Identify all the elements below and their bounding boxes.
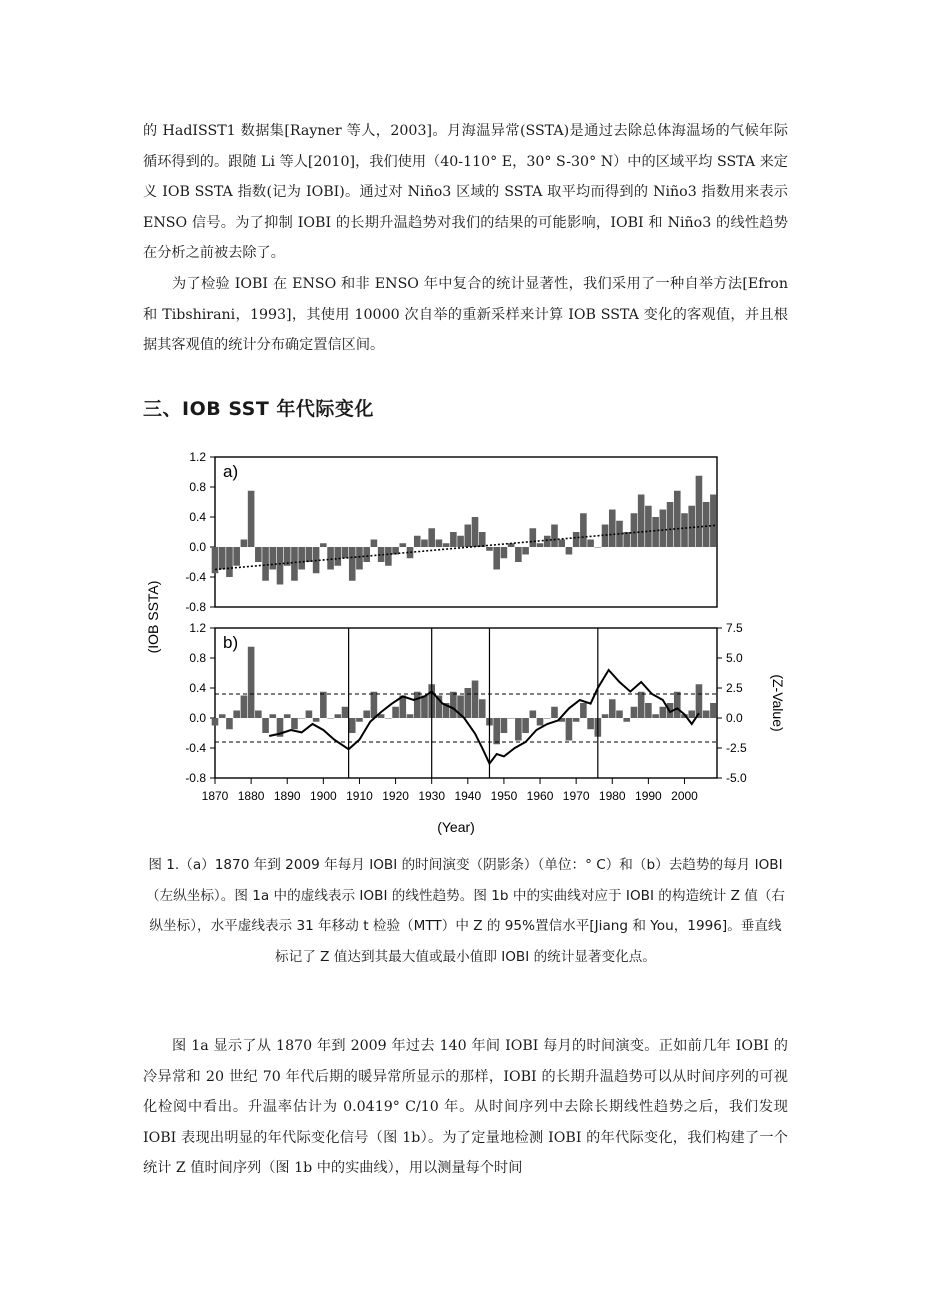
bar xyxy=(544,718,551,719)
bar xyxy=(371,540,378,548)
bar xyxy=(515,547,522,562)
bar xyxy=(479,532,486,547)
bar xyxy=(342,547,349,558)
body-paragraph-2: 为了检验 IOBI 在 ENSO 和非 ENSO 年中复合的统计显著性，我们采用了一种自举方法[Efron 和 Tibshirani，1993]，其使用 10000 次自举的重新采样来计算 IOB SSTA 变化的客观值，并且根据其客观值的统计分布确定置信区间。 xyxy=(143,276,788,354)
bar xyxy=(631,707,638,718)
bar xyxy=(558,540,565,548)
bar xyxy=(450,532,457,547)
bar xyxy=(616,711,623,719)
y2-tick-label: 7.5 xyxy=(726,621,743,635)
bar xyxy=(530,528,537,547)
bar xyxy=(457,536,464,547)
bar xyxy=(703,502,710,547)
bar xyxy=(472,517,479,547)
bar xyxy=(501,547,508,558)
bar xyxy=(233,711,240,719)
bar xyxy=(522,547,529,555)
bar xyxy=(284,714,291,718)
bar xyxy=(262,718,269,733)
x-tick-label: 1890 xyxy=(273,789,301,803)
x-tick-label: 1870 xyxy=(201,789,229,803)
bar xyxy=(241,696,248,719)
bar xyxy=(313,718,320,722)
bar xyxy=(472,681,479,719)
bar xyxy=(566,718,573,741)
bar xyxy=(334,714,341,718)
body-paragraph-1: 的 HadISST1 数据集[Rayner 等人，2003]。月海温异常(SSTA)是通过去除总体海温场的气候年际循环得到的。跟随 Li 等人[2010]，我们使用（40-110° E，30° S-30° N）中的区域平均 SSTA 来定义 IOB SSTA 指数(记为 IOBI)。通过对 Niño3 区域的 SSTA 取平均而得到的 Niño3 指数用来表示 ENSO 信号。为了抑制 IOBI 的长期升温趋势对我们的结果的可能影响，IOBI 和 Niño3 的线性趋势在分析之前被去除了。 xyxy=(143,123,788,262)
bar xyxy=(479,699,486,718)
x-tick-label: 1980 xyxy=(598,789,626,803)
bar xyxy=(595,547,602,548)
bar xyxy=(530,711,537,719)
x-tick-label: 1910 xyxy=(346,789,373,803)
y-tick-label: -0.8 xyxy=(185,771,206,785)
bar xyxy=(551,525,558,548)
bar xyxy=(436,540,443,548)
y-tick-label: 0.8 xyxy=(189,480,206,494)
bar xyxy=(573,532,580,547)
bar xyxy=(363,547,370,562)
bar xyxy=(609,510,616,548)
y2-tick-label: 5.0 xyxy=(726,651,743,665)
y-axis-label: (IOB SSTA) xyxy=(145,580,161,654)
y-tick-label: 0.4 xyxy=(189,510,206,524)
y-tick-label: 0.8 xyxy=(189,651,206,665)
bar xyxy=(537,543,544,547)
section-heading: 三、IOB SST 年代际变化 xyxy=(143,398,374,420)
y-tick-label: 0.0 xyxy=(189,711,206,725)
panel-b-label: b) xyxy=(223,633,239,652)
bar xyxy=(385,547,392,566)
y2-axis-label: (Z-Value) xyxy=(770,674,786,732)
bar xyxy=(269,547,276,570)
bar xyxy=(623,532,630,547)
y-tick-label: 0.4 xyxy=(189,681,206,695)
bar xyxy=(342,707,349,718)
bar xyxy=(573,718,580,722)
bar xyxy=(385,718,392,719)
x-tick-label: 2000 xyxy=(671,789,698,803)
bar xyxy=(327,547,334,570)
bar xyxy=(660,510,667,548)
bar xyxy=(421,696,428,719)
x-tick-label: 1960 xyxy=(526,789,554,803)
bar xyxy=(320,543,327,547)
bar xyxy=(226,718,233,729)
bar xyxy=(226,547,233,577)
bar xyxy=(262,547,269,581)
x-tick-label: 1880 xyxy=(237,789,265,803)
x-tick-label: 1940 xyxy=(454,789,482,803)
bar xyxy=(667,502,674,547)
bar xyxy=(645,703,652,718)
bar xyxy=(233,547,240,566)
y-tick-label: 0.0 xyxy=(189,540,206,554)
y2-tick-label: -5.0 xyxy=(726,771,747,785)
bar xyxy=(320,692,327,718)
bar xyxy=(356,718,363,722)
bar xyxy=(450,692,457,718)
bar xyxy=(248,647,255,718)
bar xyxy=(501,718,508,733)
bar xyxy=(493,547,500,570)
y-tick-label: 1.2 xyxy=(189,450,206,464)
bar xyxy=(241,540,248,548)
x-tick-label: 1990 xyxy=(635,789,662,803)
bar xyxy=(327,718,334,719)
bar xyxy=(443,543,450,547)
x-tick-label: 1970 xyxy=(562,789,590,803)
bar xyxy=(674,692,681,718)
bar xyxy=(587,718,594,729)
bar xyxy=(566,547,573,555)
bar xyxy=(696,684,703,718)
bar xyxy=(465,688,472,718)
bar xyxy=(298,547,305,570)
bar xyxy=(212,718,219,726)
bar xyxy=(356,547,363,570)
bar xyxy=(638,495,645,548)
y-tick-label: -0.8 xyxy=(185,600,206,614)
bar xyxy=(645,506,652,547)
body-paragraph-3: 图 1a 显示了从 1870 年到 2009 年过去 140 年间 IOBI 每月的时间演变。正如前几年 IOBI 的冷异常和 20 世纪 70 年代后期的暖异常所显示的那样，IOBI 的长期升温趋势可以从时间序列的可视化检阅中看出。升温率估计为 0.0419° C/10 年。从时间序列中去除长期线性趋势之后，我们发现 IOBI 表现出明显的年代际变化信号（图 1b）。为了定量地检测 IOBI 的年代际变化，我们构建了一个统计 Z 值时间序列（图 1b 中的实曲线），用以测量每个时间 xyxy=(143,1038,788,1177)
bar xyxy=(537,718,544,726)
x-tick-label: 1930 xyxy=(418,789,446,803)
bar xyxy=(414,536,421,547)
figure-1-chart xyxy=(140,442,795,842)
bar xyxy=(688,506,695,547)
bar xyxy=(291,718,298,729)
bar xyxy=(703,711,710,719)
bar xyxy=(688,711,695,719)
bar xyxy=(291,547,298,581)
bar xyxy=(660,707,667,718)
bar xyxy=(421,540,428,548)
bar xyxy=(580,703,587,718)
bar xyxy=(255,711,262,719)
figure-caption: 图 1.（a）1870 年到 2009 年每月 IOBI 的时间演变（阴影条）（单位：° C）和（b）去趋势的每月 IOBI（左纵坐标）。图 1a 中的虚线表示 IOBI 的线性趋势。图 1b 中的实曲线对应于 IOBI 的构造统计 Z 值（右纵坐标），水平虚线表示 31 年移动 t 检验（MTT）中 Z 的 95%置信水平[Jiang 和 You，1996]。垂直线标记了 Z 值达到其最大值或最小值即 IOBI 的统计显著变化点。 xyxy=(145,857,786,965)
bar xyxy=(349,547,356,581)
bar xyxy=(334,547,341,566)
bar xyxy=(551,707,558,718)
bar xyxy=(710,495,717,548)
bar xyxy=(652,517,659,547)
x-tick-label: 1920 xyxy=(382,789,409,803)
panel-a xyxy=(185,450,717,614)
bar xyxy=(392,707,399,718)
bar xyxy=(306,711,313,719)
bar xyxy=(515,718,522,741)
panel-b xyxy=(185,621,786,785)
y-tick-label: -0.4 xyxy=(185,741,206,755)
y2-tick-label: 2.5 xyxy=(726,681,743,695)
bar xyxy=(623,718,630,722)
figure-1 xyxy=(140,442,795,842)
bar xyxy=(493,718,500,744)
bar xyxy=(602,714,609,718)
bar xyxy=(522,718,529,733)
y-tick-label: 1.2 xyxy=(189,621,206,635)
bar xyxy=(428,528,435,547)
bar xyxy=(544,536,551,547)
y2-tick-label: -2.5 xyxy=(726,741,747,755)
bar xyxy=(219,714,226,718)
y2-tick-label: 0.0 xyxy=(726,711,743,725)
x-tick-label: 1900 xyxy=(309,789,337,803)
panel-a-label: a) xyxy=(223,462,239,481)
bar xyxy=(486,547,493,551)
bar xyxy=(219,547,226,570)
x-axis-label: (Year) xyxy=(437,819,475,835)
bar xyxy=(371,692,378,718)
bar xyxy=(696,476,703,547)
bar xyxy=(255,547,262,562)
bar xyxy=(508,718,515,719)
bar xyxy=(587,540,594,548)
bar xyxy=(465,525,472,548)
bar xyxy=(407,714,414,718)
bar xyxy=(349,718,356,733)
bar xyxy=(248,491,255,547)
bar xyxy=(631,513,638,547)
bar xyxy=(638,692,645,718)
bar xyxy=(609,699,616,718)
bar xyxy=(269,714,276,718)
bar xyxy=(306,547,313,562)
x-tick-label: 1950 xyxy=(490,789,518,803)
bar xyxy=(399,543,406,547)
bar xyxy=(710,703,717,718)
bar xyxy=(652,714,659,718)
bar xyxy=(277,547,284,585)
bar xyxy=(414,692,421,718)
bar xyxy=(674,491,681,547)
bar xyxy=(298,718,305,719)
bar xyxy=(580,513,587,547)
bar xyxy=(681,513,688,547)
y-tick-label: -0.4 xyxy=(185,570,206,584)
bar xyxy=(363,711,370,719)
